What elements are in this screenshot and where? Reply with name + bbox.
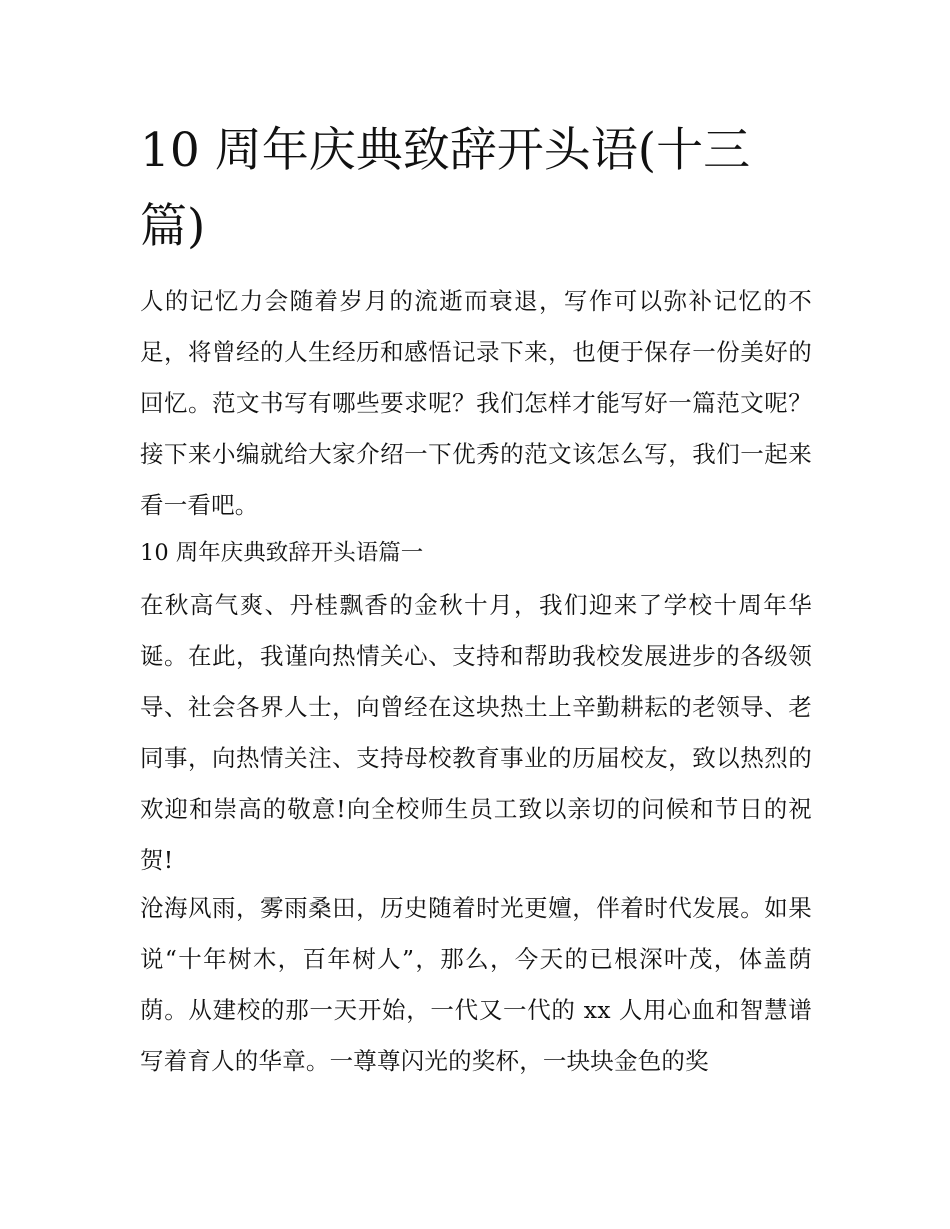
body-paragraph-1: 在秋高气爽、丹桂飘香的金秋十月，我们迎来了学校十周年华诞。在此，我谨向热情关心、支持和帮助我校发展进步的各级领导、社会各界人士，向曾经在这块热土上辛勤耕耘的老领导、老同事，向热情关注、支持母校教育事业的历届校友，致以热烈的欢迎和崇高的敬意!向全校师生员工致以亲切的问候和节日的祝贺! [140, 591, 812, 874]
body-paragraph-2: 沧海风雨，雾雨桑田，历史随着时光更嬗，伴着时代发展。如果说“十年树木，百年树人”，那么，今天的已根深叶茂，体盖荫荫。从建校的那一天开始，一代又一代的 xx 人用心血和智慧谱写着育人的华章。一尊尊闪光的奖杯，一块块金色的奖 [140, 894, 812, 1075]
intro-paragraph: 人的记忆力会随着岁月的流逝而衰退，写作可以弥补记忆的不足，将曾经的人生经历和感悟记录下来，也便于保存一份美好的回忆。范文书写有哪些要求呢？我们怎样才能写好一篇范文呢？接下来小编就给大家介绍一下优秀的范文该怎么写，我们一起来看一看吧。 [140, 287, 812, 519]
section-heading: 10 周年庆典致辞开头语篇一 [140, 540, 424, 566]
document-title: 10 周年庆典致辞开头语(十三篇) [140, 123, 751, 254]
document-page [140, 0, 812, 1075]
